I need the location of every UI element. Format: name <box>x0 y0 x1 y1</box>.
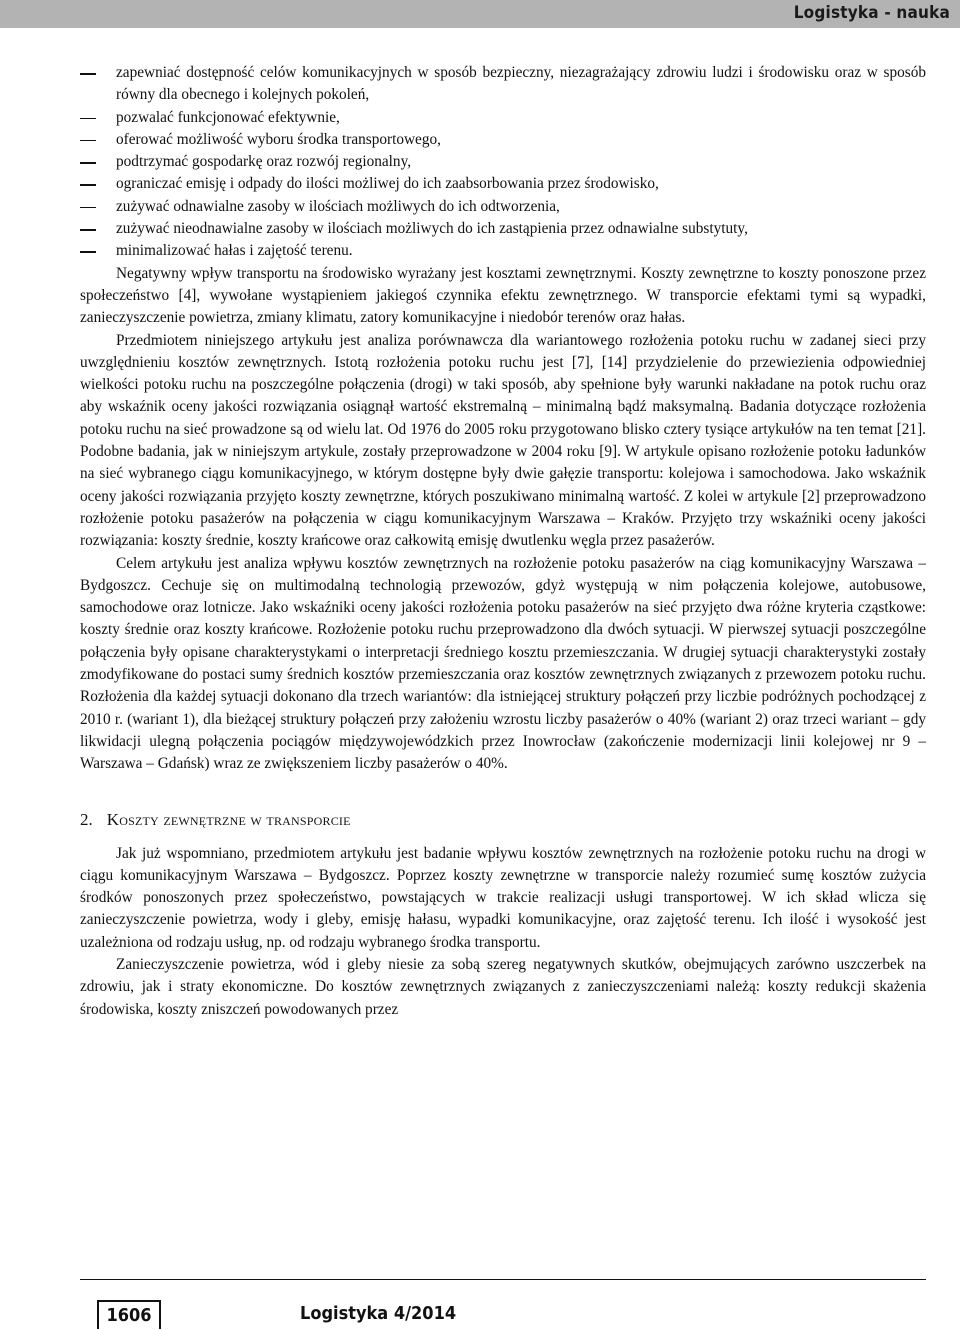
paragraph: Negatywny wpływ transportu na środowisko wyrażany jest kosztami zewnętrznymi. Koszty zewnętrzne to koszty ponoszone przez społeczeństwo [4], wywołane wystąpieniem jakiegoś czynnika efektu zewnętrznego. W transporcie efektami tymi są wypadki, zanieczyszczenie powietrza, zmiany klimatu, zatory komunikacyjne i niedobór terenów oraz hałas. <box>80 264 926 327</box>
list-item: ograniczać emisję i odpady do ilości możliwej do ich zaabsorbowania przez środowisko, <box>80 173 926 195</box>
list-item: pozwalać funkcjonować efektywnie, <box>80 107 926 129</box>
list-item: zużywać nieodnawialne zasoby w ilościach możliwych do ich zastąpienia przez odnawialne substytuty, <box>80 218 926 240</box>
section-title: Koszty zewnętrzne w transporcie <box>106 809 351 829</box>
running-header-bar <box>0 0 960 28</box>
list-item: oferować możliwość wyboru środka transportowego, <box>80 129 926 151</box>
paragraph: Celem artykułu jest analiza wpływu kosztów zewnętrznych na rozłożenie potoku pasażerów na ciąg komunikacyjny Warszawa – Bydgoszcz. Cechuje się on multimodalną technologią przewozów, gdyż występują w nim połączenia kolejowe, autobusowe, samochodowe oraz lotnicze. Jako wskaźniki oceny jakości rozłożenia potoku pasażerów na sieć przyjęto dwa różne kryteria cząstkowe: koszty średnie oraz koszty krańcowe. Rozłożenie potoku ruchu przeprowadzono dla dwóch sytuacji. W pierwszej sytuacji poszczególne połączenia były opisane charakterystykami o interpretacji średniego kosztu przemieszczania. W drugiej sytuacji charakterystyki zostały zmodyfikowane do postaci sumy średnich kosztów przemieszczania oraz kosztów zewnętrznych związanych z przewozem potoku ruchu. Rozłożenia dla każdej sytuacji dokonano dla trzech wariantów: dla istniejącej struktury połączeń przy liczbie podróżnych pochodzącej z 2010 r. (wariant 1), dla bieżącej struktury połączeń przy założeniu wzrostu liczby pasażerów o 40% (wariant 2) oraz trzeci wariant – gdy likwidacji ulegną połączenia pociągów międzywojewódzkich przez Inowrocław (zakończenie modernizacji linii kolejowej nr 9 – Warszawa – Gdańsk) wraz ze zwiększeniem liczby pasażerów o 40%. <box>80 554 926 773</box>
page-footer <box>80 1300 926 1330</box>
footer-rule <box>80 1279 926 1280</box>
page-number: 1606 <box>97 1300 161 1329</box>
section-number: 2. <box>80 809 93 829</box>
journal-issue: Logistyka 4/2014 <box>300 1303 457 1324</box>
requirements-list <box>80 62 926 263</box>
running-header-title: Logistyka - nauka <box>793 3 950 23</box>
page-body <box>80 62 926 1021</box>
list-item: minimalizować hałas i zajętość terenu. <box>80 240 926 262</box>
list-item: podtrzymać gospodarkę oraz rozwój regionalny, <box>80 151 926 173</box>
list-item: zapewniać dostępność celów komunikacyjnych w sposób bezpieczny, niezagrażający zdrowiu ludzi i środowisku oraz w sposób równy dla obecnego i kolejnych pokoleń, <box>80 62 926 107</box>
paragraph: Zanieczyszczenie powietrza, wód i gleby niesie za sobą szereg negatywnych skutków, obejmujących zarówno uszczerbek na zdrowiu, jak i straty ekonomiczne. Do kosztów zewnętrznych związanych z zanieczyszczeniami należą: koszty redukcji skażenia środowiska, koszty zniszczeń powodowanych przez <box>80 955 926 1018</box>
section-heading <box>80 809 926 831</box>
paragraph: Przedmiotem niniejszego artykułu jest analiza porównawcza dla wariantowego rozłożenia potoku ruchu w zadanej sieci przy uwzględnieniu kosztów zewnętrznych. Istotą rozłożenia potoku ruchu jest [7], [14] przydzielenie do przewiezienia odpowiedniej wielkości potoku ruchu na poszczególne połączenia (drogi) w taki sposób, aby spełnione były warunki nakładane na potok ruchu oraz aby wskaźnik oceny jakości rozwiązania osiągnął wartość ekstremalną – minimalną bądź maksymalną. Badania dotyczące rozłożenia potoku ruchu na sieć prowadzone są od wielu lat. Od 1976 do 2005 roku przygotowano blisko cztery tysiące artykułów na ten temat [21]. Podobne badania, jak w niniejszym artykule, zostały przeprowadzone w 2004 roku [9]. W artykule opisano rozłożenie potoku ładunków na sieć wybranego ciągu komunikacyjnego, w którym dostępne były dwie gałęzie transportu: kolejowa i samochodowa. Jako wskaźnik oceny jakości rozwiązania przyjęto koszty zewnętrzne, których poszukiwano minimalną wartość. Z kolei w artykule [2] przeprowadzono rozłożenie potoku pasażerów na połączenia w ciągu komunikacyjnym Warszawa – Kraków. Przyjęto trzy wskaźniki oceny jakości rozwiązania: koszty średnie, koszty krańcowe oraz całkowitą emisję dwutlenku węgla przez pasażerów. <box>80 331 926 550</box>
list-item: zużywać odnawialne zasoby w ilościach możliwych do ich odtworzenia, <box>80 196 926 218</box>
paragraph: Jak już wspomniano, przedmiotem artykułu jest badanie wpływu kosztów zewnętrznych na rozłożenie potoku ruchu na drogi w ciągu komunikacyjnym Warszawa – Bydgoszcz. Poprzez koszty zewnętrzne w transporcie należy rozumieć sumę kosztów zużycia środków ponoszonych przez społeczeństwo, powstających w trakcie realizacji usługi transportowej. W ich skład wlicza się zanieczyszczenie powietrza, wody i gleby, emisję hałasu, wypadki komunikacyjne, oraz zajętość terenu. Ich ilość i wysokość jest uzależniona od rodzaju usług, np. od rodzaju wybranego środka transportu. <box>80 844 926 951</box>
